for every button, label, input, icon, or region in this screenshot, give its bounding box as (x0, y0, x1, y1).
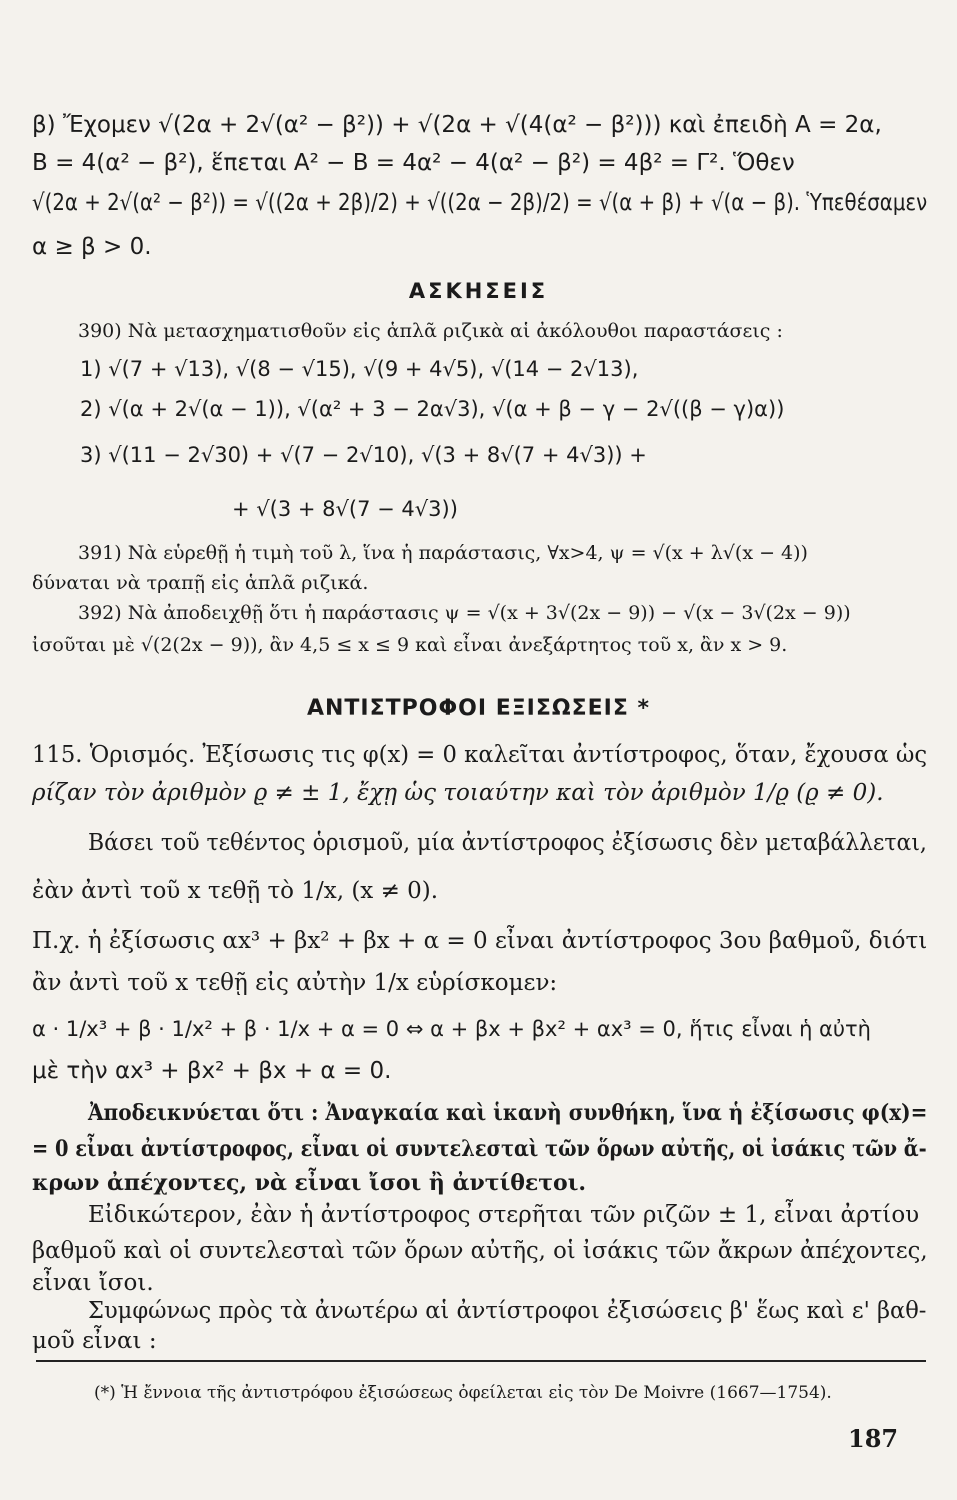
exercise-391: 391) Νὰ εὑρεθῇ ἡ τιμὴ τοῦ λ, ἵνα ἡ παράστασις, ∀x>4, ψ = √(x + λ√(x − 4)) (78, 542, 808, 564)
exercise-390-item-2: 2) √(α + 2√(α − 1)), √(α² + 3 − 2α√3), √(α + β − γ − 2√((β − γ)α)) (80, 397, 785, 421)
exercise-390-item-1: 1) √(7 + √13), √(8 − √15), √(9 + 4√5), √(14 − 2√13), (80, 357, 639, 381)
page-number: 187 (848, 1424, 899, 1453)
theorem-line: = 0 εἶναι ἀντίστροφος, εἶναι οἱ συντελεσταὶ τῶν ὅρων αὐτῆς, οἱ ἰσάκις τῶν ἄ- (32, 1136, 927, 1162)
text-line: β) Ἔχομεν √(2α + 2√(α² − β²)) + √(2α + √(4(α² − β²))) καὶ ἐπειδὴ Α = 2α, (32, 112, 882, 138)
equation-line: μὲ τὴν αx³ + βx² + βx + α = 0. (32, 1058, 392, 1084)
paragraph-line: Συμφώνως πρὸς τὰ ἀνωτέρω αἱ ἀντίστροφοι ἐξισώσεις β' ἕως καὶ ε' βαθ- (88, 1298, 927, 1324)
paragraph-line: ἂν ἀντὶ τοῦ x τεθῇ εἰς αὐτὴν 1/x εὑρίσκομεν: (32, 970, 558, 996)
definition-line-cont: ρίζαν τὸν ἀριθμὸν ϱ ≠ ± 1, ἔχῃ ὡς τοιαύτην καὶ τὸν ἀριθμὸν 1/ϱ (ϱ ≠ 0). (32, 780, 884, 806)
paragraph-line: Εἰδικώτερον, ἐὰν ἡ ἀντίστροφος στερῆται τῶν ριζῶν ± 1, εἶναι ἀρτίου (88, 1202, 920, 1228)
exercise-390-item-3-cont: + √(3 + 8√(7 − 4√3)) (232, 497, 458, 521)
exercise-390-item-3: 3) √(11 − 2√30) + √(7 − 2√10), √(3 + 8√(7 + 4√3)) + (80, 443, 647, 467)
theorem-line: κρων ἀπέχοντες, νὰ εἶναι ἴσοι ἢ ἀντίθετοι. (32, 1170, 587, 1196)
footnote-divider (36, 1360, 926, 1362)
paragraph-line: μοῦ εἶναι : (32, 1328, 157, 1354)
paragraph-line: βαθμοῦ καὶ οἱ συντελεσταὶ τῶν ὅρων αὐτῆς, οἱ ἰσάκις τῶν ἄκρων ἀπέχοντες, (32, 1238, 928, 1264)
text-line: √(2α + 2√(α² − β²)) = √((2α + 2β)/2) + √((2α − 2β)/2) = √(α + β) + √(α − β). Ὑπεθέσαμεν (32, 190, 928, 216)
exercise-391-cont: δύναται νὰ τραπῇ εἰς ἁπλᾶ ριζικά. (32, 572, 369, 594)
exercise-390-intro: 390) Νὰ μετασχηματισθοῦν εἰς ἁπλᾶ ριζικὰ αἱ ἀκόλουθοι παραστάσεις : (78, 320, 783, 342)
exercise-392-cont: ἰσοῦται μὲ √(2(2x − 9)), ἂν 4,5 ≤ x ≤ 9 καὶ εἶναι ἀνεξάρτητος τοῦ x, ἂν x > 9. (32, 634, 788, 656)
definition-line: 115. Ὁρισμός. Ἐξίσωσις τις φ(x) = 0 καλεῖται ἀντίστροφος, ὅταν, ἔχουσα ὡς (32, 742, 928, 768)
paragraph-line: Π.χ. ἡ ἐξίσωσις αx³ + βx² + βx + α = 0 εἶναι ἀντίστροφος 3ου βαθμοῦ, διότι (32, 928, 928, 954)
paragraph-line: Βάσει τοῦ τεθέντος ὁρισμοῦ, μία ἀντίστροφος ἐξίσωσις δὲν μεταβάλλεται, (88, 830, 927, 856)
equation-line: α · 1/x³ + β · 1/x² + β · 1/x + α = 0 ⇔ α + βx + βx² + αx³ = 0, ἥτις εἶναι ἡ αὐτὴ (32, 1017, 871, 1041)
text-line: α ≥ β > 0. (32, 234, 152, 260)
theorem-line: Ἀποδεικνύεται ὅτι : Ἀναγκαία καὶ ἱκανὴ συνθήκη, ἵνα ἡ ἐξίσωσις φ(x)= (88, 1100, 928, 1126)
text-line: B = 4(α² − β²), ἕπεται A² − B = 4α² − 4(α² − β²) = 4β² = Γ². Ὅθεν (32, 150, 795, 176)
section-heading-exercises: ΑΣΚΗΣΕΙΣ (408, 279, 549, 303)
exercise-392: 392) Νὰ ἀποδειχθῇ ὅτι ἡ παράστασις ψ = √(x + 3√(2x − 9)) − √(x − 3√(2x − 9)) (78, 602, 851, 624)
footnote: (*) Ἡ ἔννοια τῆς ἀντιστρόφου ἐξισώσεως ὀφείλεται εἰς τὸν De Moivre (1667—1754). (94, 1383, 832, 1403)
section-heading-reciprocal-equations: ΑΝΤΙΣΤΡΟΦΟΙ ΕΞΙΣΩΣΕΙΣ * (306, 696, 651, 721)
paragraph-line: ἐὰν ἀντὶ τοῦ x τεθῇ τὸ 1/x, (x ≠ 0). (32, 878, 439, 904)
paragraph-line: εἶναι ἴσοι. (32, 1270, 154, 1296)
